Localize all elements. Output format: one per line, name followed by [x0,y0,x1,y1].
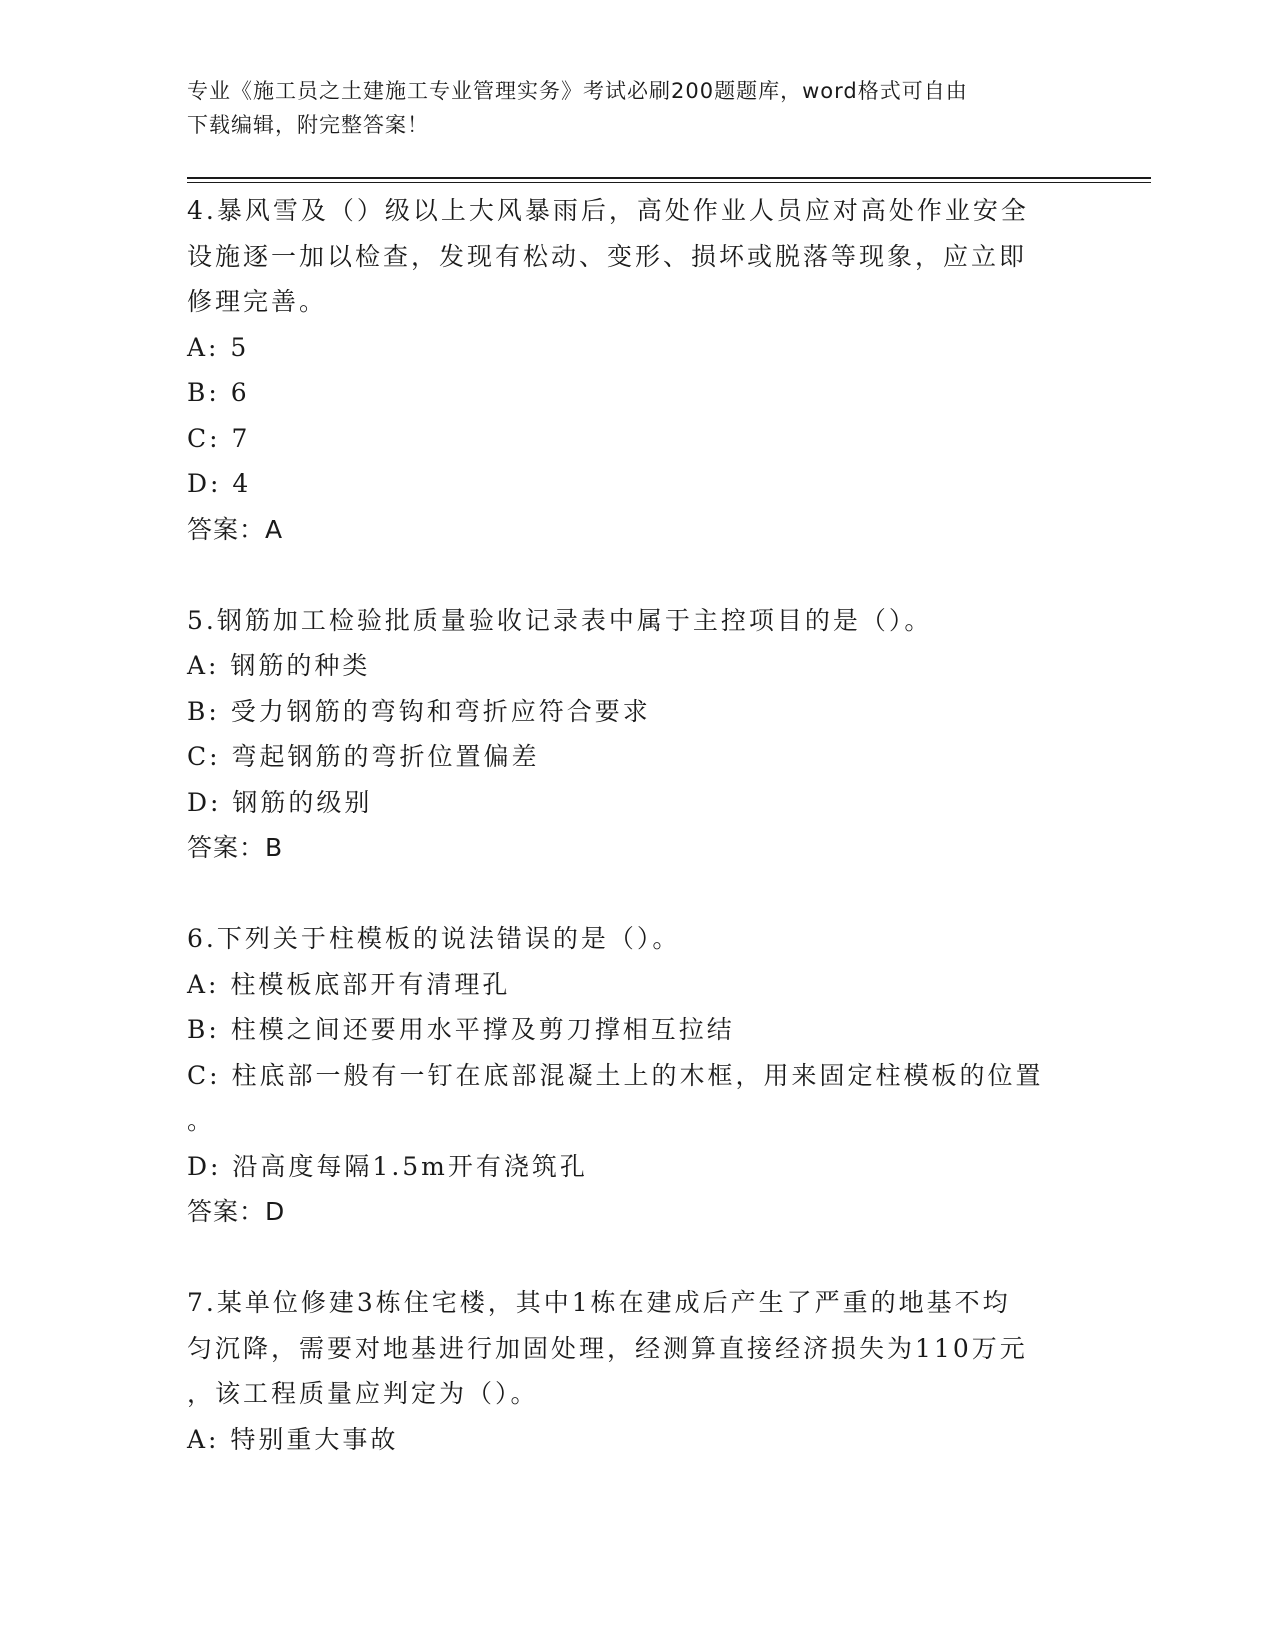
option-a: A: 特别重大事故 [187,1424,399,1454]
option-d: D: 沿高度每隔1.5m开有浇筑孔 [187,1151,588,1181]
question-spacer [187,871,1087,917]
option-b: B: 柱模之间还要用水平撑及剪刀撑相互拉结 [187,1015,735,1044]
question-spacer [187,552,1087,598]
header-line-2: 下载编辑，附完整答案！ [187,113,429,137]
question-6 [187,916,1087,1235]
question-stem-line: 设施逐一加以检查，发现有松动、变形、损坏或脱落等现象，应立即 [187,241,1028,271]
header-divider-thick [187,177,1151,179]
question-stem-line: 修理完善。 [187,287,328,316]
question-stem-line: 4.暴风雪及（）级以上大风暴雨后，高处作业人员应对高处作业安全 [187,196,1029,225]
option-b: B: 6 [187,378,250,407]
answer-line: 答案：B [187,833,284,862]
question-stem-line: 7.某单位修建3栋住宅楼，其中1栋在建成后产生了严重的地基不均 [187,1288,1011,1317]
option-a: A: 钢筋的种类 [187,651,371,680]
question-list [187,188,1087,1462]
option-a: A: 柱模板底部开有清理孔 [187,969,511,999]
option-d: D: 钢筋的级别 [187,787,373,817]
option-b: B: 受力钢筋的弯钩和弯折应符合要求 [187,696,651,726]
option-c: C: 7 [187,423,251,453]
question-5 [187,598,1087,871]
option-c: C: 弯起钢筋的弯折位置偏差 [187,742,540,771]
header-divider-thin [187,182,1151,183]
question-spacer [187,1235,1087,1281]
question-stem-line: ，该工程质量应判定为（）。 [187,1379,539,1408]
question-stem-line: 5.钢筋加工检验批质量验收记录表中属于主控项目的是（）。 [187,605,933,635]
option-c-continuation: 。 [187,1106,216,1135]
option-d: D: 4 [187,469,252,498]
answer-line: 答案：D [187,1197,286,1226]
option-c: C: 柱底部一般有一钉在底部混凝土上的木框，用来固定柱模板的位置 [187,1060,1044,1090]
option-a: A: 5 [187,332,250,362]
question-7 [187,1280,1087,1462]
header-line-1: 专业《施工员之土建施工专业管理实务》考试必刷200题题库，word格式可自由 [187,79,968,103]
answer-line: 答案：A [187,514,284,544]
question-4 [187,188,1087,552]
document-header [187,74,1067,142]
question-stem-line: 匀沉降，需要对地基进行加固处理，经测算直接经济损失为110万元 [187,1333,1028,1363]
question-stem-line: 6.下列关于柱模板的说法错误的是（）。 [187,924,681,953]
